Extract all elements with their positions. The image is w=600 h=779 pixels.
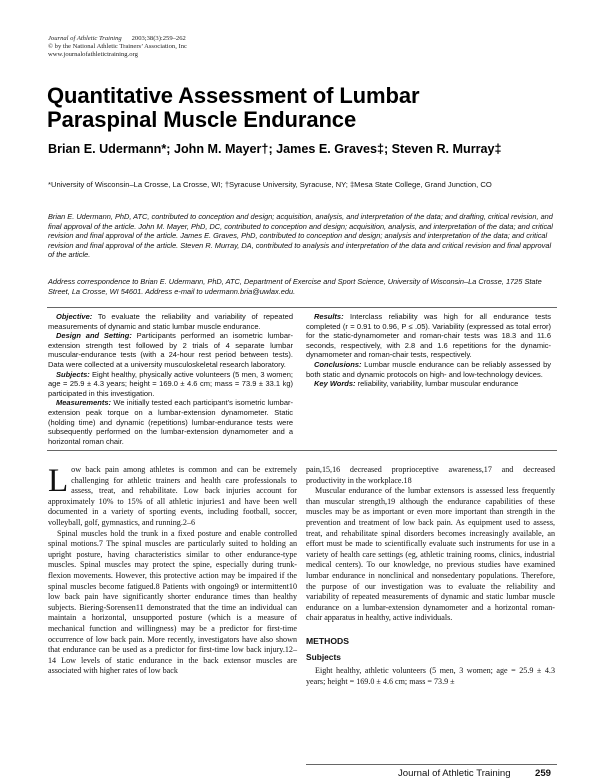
intro-paragraph-2: Spinal muscles hold the trunk in a fixed posture and enable controlled spinal motions.7 The spinal muscles are particularly suited to holding an upright posture, having characteristics similar to other endurance-type muscles. Spinal muscles may protect the spine, especially during trunk-flexion movements. However, this protective action may be impaired if the spinal muscles become fatigued.8 Patients with ongoing9 or intermittent10 low back pain have significantly shorter endurance times than healthy subjects. Biering-Sorensen11 demonstrated that the time an individual can maintain a horizontal, unsupported posture (which is a measure of mechanical function and willingness) may be a predictor for first-time occurrence of low back pain. More recently, investigators have also shown that endurance can be used as a predictor for first-time low back injury.12–14 Low levels of static endurance in the back extensor muscles are associated with higher rates of low back (48, 528, 297, 676)
affiliations: *University of Wisconsin–La Crosse, La Crosse, WI; †Syracuse University, Syracuse, NY; ‡Mesa State College, Grand Junction, CO (48, 180, 492, 189)
subjects-paragraph: Eight healthy, athletic volunteers (5 men, 3 women; age = 25.9 ± 4.3 years; height = 169.0 ± 4.6 cm; mass = 73.9 ± (306, 666, 555, 686)
abstract-objective (48, 312, 293, 331)
author-list: Brian E. Udermann*; John M. Mayer†; James E. Graves‡; Steven R. Murray‡ (48, 142, 502, 156)
results-label: Results: (314, 312, 344, 321)
footer-journal-name: Journal of Athletic Training (398, 768, 511, 779)
methods-heading: METHODS (306, 635, 349, 646)
abstract-conclusions (306, 360, 551, 379)
keywords-label: Key Words: (314, 379, 356, 389)
subjects-text: Eight healthy, physically active volunteers (5 men, 3 women; age = 25.9 ± 4.3 years; height = 169.0 ± 4.6 cm; mass = 73.9 ± 33.1 kg) participated in this investigation. (48, 369, 293, 398)
abstract-keywords (306, 379, 551, 389)
results-text: Interclass reliability was high for all endurance tests completed (r = 0.91 to 0.96, P ≤ .05). Variability (expressed as total error) for the static-dynamometer and roman-chair tests was 18.3 and 11.6 seconds, respectively, with 2.8 and 1.6 repetitions for the dynamic-dynamometer and roman-chair tests, respectively. (306, 312, 551, 360)
journal-name: Journal of Athletic Training (48, 35, 122, 42)
abstract-left-column (48, 312, 293, 446)
copyright-line: © by the National Athletic Trainers’ Association, Inc (48, 43, 187, 51)
design-label: Design and Setting: (56, 331, 132, 341)
journal-url[interactable]: www.journalofathletictraining.org (48, 51, 138, 59)
article-title-line-2: Paraspinal Muscle Endurance (47, 107, 357, 132)
subjects-heading: Subjects (306, 651, 341, 662)
intro-paragraph-1 (48, 465, 297, 529)
article-title (47, 84, 567, 132)
conclusions-text: Lumbar muscle endurance can be reliably assessed by both static and dynamic protocols on high- and low-technology devices. (306, 359, 551, 379)
intro-paragraph-4: Muscular endurance of the lumbar extensors is assessed less frequently than muscular strength,19 although the endurance capabilities of these muscles may be as important or even more important than strength in the prevention and treatment of low back pain. As equipment used to assess, treat, and rehabilitate spinal disorders becomes increasingly available, an effort must be made to scientifically evaluate such instruments for use in a variety of health care settings (eg, athletic training rooms, clinics, industrial medical centers). To our knowledge, no previous studies have examined lumbar endurance in nonclinical and nonsedentary populations. Therefore, the purpose of our investigation was to evaluate the reliability and variability of repeated measurements of dynamic and static lumbar muscle endurance on a lumbar-extension dynamometer and a horizontal roman-chair apparatus in healthy, active individuals. (306, 486, 555, 623)
measurements-text: We initially tested each participant’s isometric lumbar-extension peak torque on a lumbar-extension dynamometer. Static (holding time) and dynamic (repetitions) lumbar-endurance tests were subsequently performed on the lumbar-extension dynamometer and a horizontal roman chair. (48, 398, 293, 446)
body-right-column (306, 465, 555, 687)
conclusions-label: Conclusions: (314, 359, 362, 369)
abstract-top-rule (47, 307, 557, 308)
abstract-subjects (48, 370, 293, 399)
footer-rule (306, 764, 557, 765)
abstract-measurements (48, 398, 293, 446)
body-left-column (48, 465, 297, 677)
abstract-design (48, 331, 293, 369)
abstract-right-column (306, 312, 551, 389)
page-number: 259 (534, 768, 551, 779)
keywords-text: reliability, variability, lumbar muscular endurance (357, 379, 519, 389)
journal-citation-line (48, 35, 348, 43)
abstract-results (306, 312, 551, 360)
correspondence-address: Address correspondence to Brian E. Udermann, PhD, ATC, Department of Exercise and Sport Science, University of Wisconsin–La Crosse, 1725 State Street, La Crosse, WI 54601. Address e-mail to udermann.bria@uwlax.edu. (48, 277, 542, 296)
journal-citation: 2003;38(3):259–262 (131, 35, 186, 42)
measurements-label: Measurements: (56, 398, 112, 408)
intro-paragraph-1-text: ow back pain among athletes is common and can be extremely challenging for athletic trainers and health care professionals to assess, treat, and rehabilitate. Low back injuries account for approximately 10% to 15% of all athletic injuries1 and have been well documented in a variety of sporting events, including football, soccer, volleyball, golf, gymnastics, and running.2–6 (48, 465, 297, 527)
design-text: Participants performed an isometric lumbar-extension strength test followed by 2 trials of 4 separate lumbar muscular-endurance tests (with a 24-hour rest period between tests). Data were collected at a university musculoskeletal research laboratory. (48, 331, 293, 369)
author-contributions: Brian E. Udermann, PhD, ATC, contributed to conception and design; acquisition, analysis, and interpretation of the data; and drafting, critical revision, and final approval of the article. John M. Mayer, PhD, DC, contributed to conception and design; acquisition, analysis, and interpretation of the data; and critical revision and final approval of the article. James E. Graves, PhD, contributed to conception and design; analysis and interpretation of the data; and critical revision and final approval of the article. Steven R. Murray, DA, contributed to analysis and interpretation of the data and critical revision and final approval of the article. (48, 212, 553, 260)
article-title-line-1: Quantitative Assessment of Lumbar (47, 83, 420, 108)
journal-header (48, 35, 348, 60)
drop-cap: L (48, 463, 69, 499)
intro-paragraph-3: pain,15,16 decreased proprioceptive awareness,17 and decreased productivity in the workplace.18 (306, 465, 555, 485)
subjects-label: Subjects: (56, 369, 90, 379)
objective-label: Objective: (56, 312, 93, 321)
abstract-bottom-rule (47, 450, 557, 451)
objective-text: To evaluate the reliability and variability of repeated measurements of dynamic and static lumbar muscle endurance. (48, 312, 294, 331)
